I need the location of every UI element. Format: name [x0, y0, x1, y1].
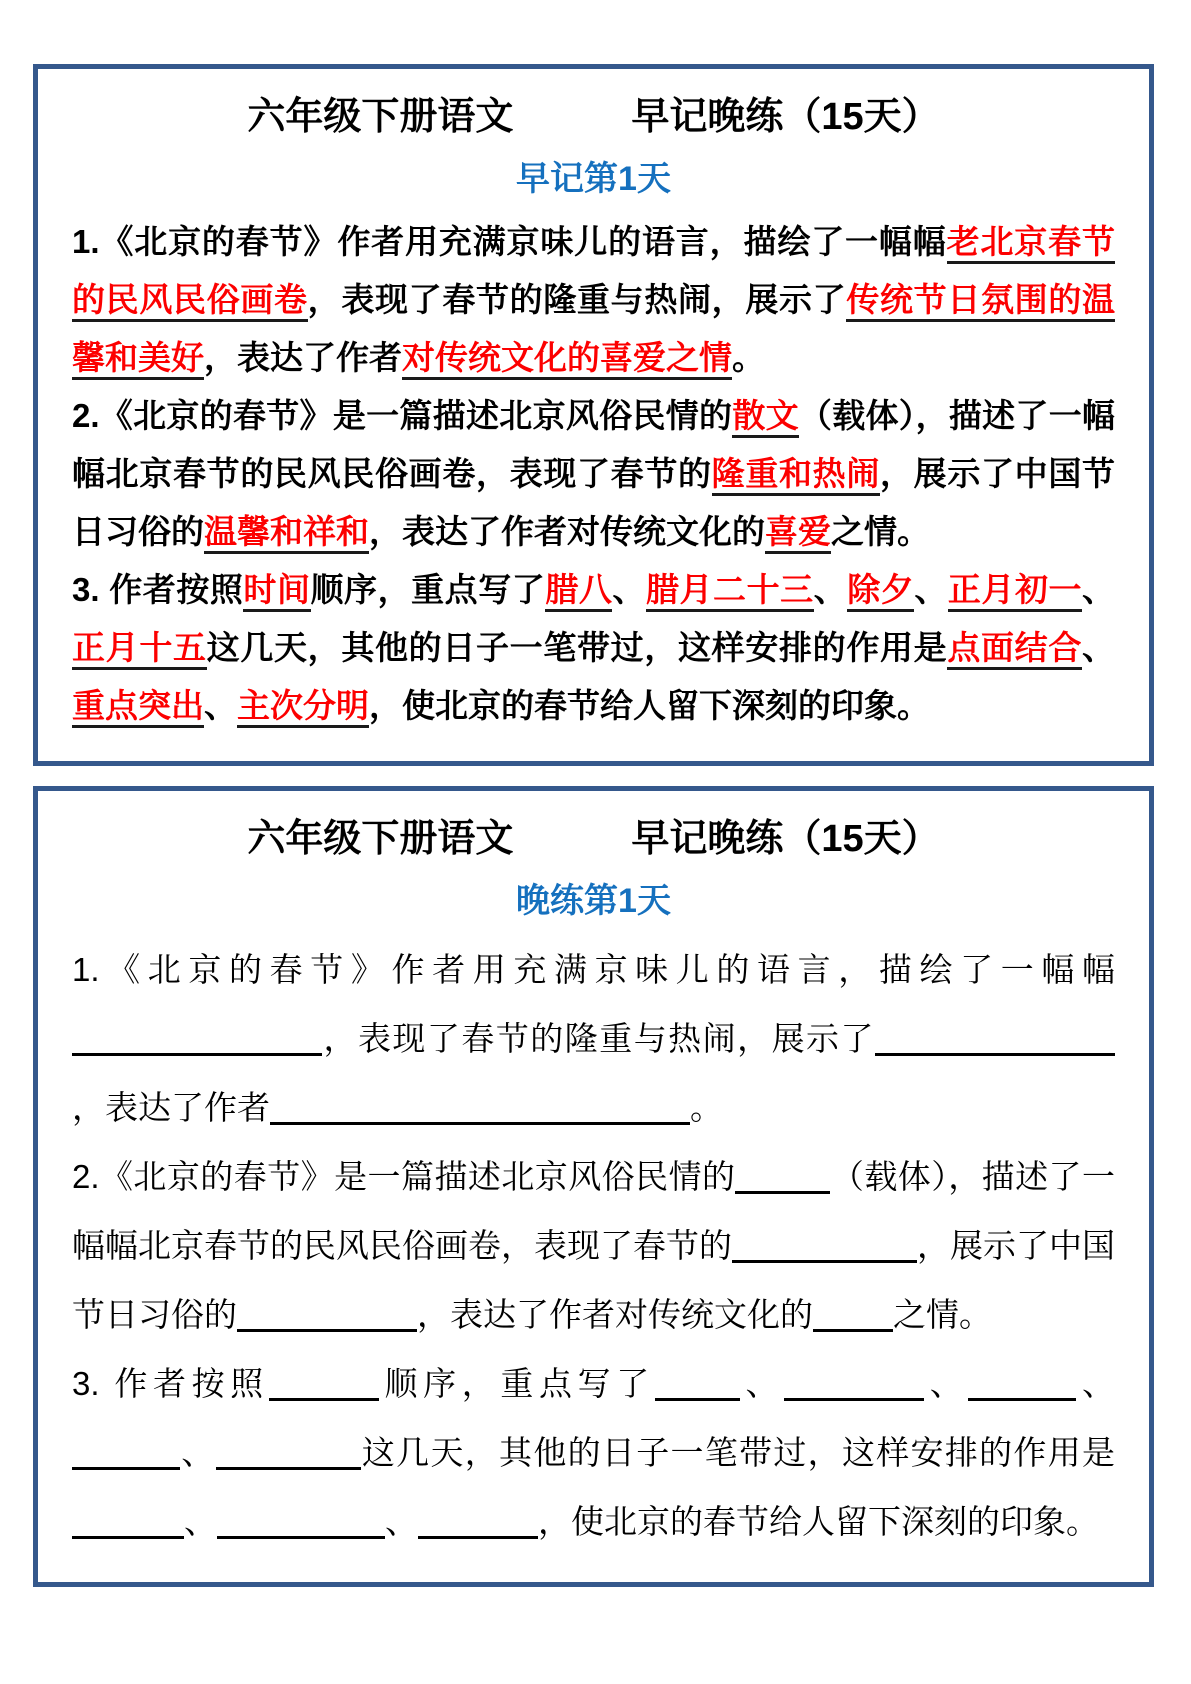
paragraph — [72, 1142, 1115, 1349]
body-text: 、 — [204, 687, 237, 724]
blank-line — [655, 1380, 740, 1401]
blank-line — [72, 1449, 180, 1470]
body-text: 1.《北京的春节》作者用充满京味儿的语言，描绘了一幅幅 — [72, 223, 947, 260]
body-text: 2.《北京的春节》是一篇描述北京风俗民情的 — [72, 1158, 736, 1195]
body-text: 、 — [1076, 1365, 1116, 1402]
body-text: 1.《北京的春节》作者用充满京味儿的语言，描绘了一幅幅 — [72, 951, 1115, 988]
body-text: 、 — [813, 571, 848, 608]
paragraph-list-morning — [72, 213, 1115, 735]
answer-text: 老北京春节的民风民俗画卷 — [72, 223, 1115, 322]
answer-text: 传统节日氛围的温馨和美好 — [72, 281, 1115, 380]
answer-text: 对传统文化的喜爱之情 — [402, 339, 732, 380]
answer-text: 正月初一 — [948, 571, 1082, 612]
blank-line — [875, 1035, 1115, 1056]
body-text: 、 — [612, 571, 646, 608]
body-text: 。 — [732, 339, 765, 376]
blank-line — [270, 1104, 690, 1125]
body-text: 、 — [924, 1365, 969, 1402]
body-text: 、 — [914, 571, 948, 608]
body-text: ，表达了作者 — [204, 339, 402, 376]
body-text: 这几天，其他的日子一笔带过，这样安排的作用是 — [360, 1434, 1116, 1471]
blank-line — [968, 1380, 1076, 1401]
workbook-title: 早记晚练（15天） — [631, 96, 940, 138]
body-text: ，使北京的春节给人留下深刻的印象。 — [538, 1503, 1099, 1540]
body-text: 顺序，重点写了 — [378, 1365, 655, 1402]
body-text: ，表现了春节的隆重与热闹，展示了 — [322, 1020, 875, 1057]
body-text: 、 — [385, 1503, 418, 1540]
body-text: 。 — [690, 1089, 723, 1126]
paragraph — [72, 561, 1115, 735]
answer-text: 除夕 — [847, 571, 914, 612]
body-text: ，展示了中国节日习俗的 — [72, 455, 1116, 550]
blank-line — [813, 1311, 893, 1332]
day-subtitle-morning: 早记第1天 — [516, 160, 671, 198]
answer-text: 隆重和热闹 — [712, 455, 880, 496]
answer-text: 点面结合 — [947, 629, 1082, 670]
course-title: 六年级下册语文 — [247, 96, 514, 138]
body-text: ，表达了作者对传统文化的 — [369, 513, 765, 550]
answer-text: 重点突出 — [72, 687, 204, 728]
body-text: ，展示了中国节日习俗的 — [72, 1227, 1115, 1333]
blank-line — [72, 1035, 322, 1056]
body-text: 、 — [1082, 571, 1116, 608]
body-text: （载体），描述了一幅幅北京春节的民风民俗画卷，表现了春节的 — [72, 1158, 1115, 1264]
blank-line — [217, 1518, 385, 1539]
body-text: 、 — [184, 1503, 217, 1540]
answer-text: 时间 — [243, 571, 310, 612]
paragraph — [72, 213, 1115, 387]
blank-line — [732, 1242, 917, 1263]
morning-review-panel — [33, 64, 1154, 766]
paragraph — [72, 1349, 1115, 1556]
body-text: 之情。 — [831, 513, 930, 550]
blank-line — [735, 1173, 830, 1194]
answer-text: 温馨和祥和 — [204, 513, 369, 554]
body-text: ，表达了作者 — [72, 1089, 270, 1126]
body-text: 、 — [739, 1365, 785, 1402]
answer-text: 喜爱 — [765, 513, 831, 554]
blank-line — [418, 1518, 538, 1539]
evening-practice-panel — [33, 786, 1154, 1587]
paragraph — [72, 935, 1115, 1142]
blank-line — [269, 1380, 379, 1401]
answer-text: 腊月二十三 — [646, 571, 814, 612]
body-text: ，表现了春节的隆重与热闹，展示了 — [307, 281, 847, 318]
body-text: 这几天，其他的日子一笔带过，这样安排的作用是 — [206, 629, 948, 666]
body-text: 2.《北京的春节》是一篇描述北京风俗民情的 — [72, 397, 733, 434]
body-text: 3. 作者按照 — [72, 1365, 269, 1402]
body-text: ，使北京的春节给人留下深刻的印象。 — [369, 687, 930, 724]
paragraph — [72, 387, 1115, 561]
day-subtitle-evening: 晚练第1天 — [516, 882, 671, 920]
body-text: （载体），描述了一幅幅北京春节的民风民俗画卷，表现了春节的 — [72, 397, 1116, 492]
blank-line — [784, 1380, 924, 1401]
body-text: 3. 作者按照 — [72, 571, 244, 608]
answer-text: 腊八 — [545, 571, 612, 612]
workbook-title: 早记晚练（15天） — [631, 818, 940, 860]
body-text: 之情。 — [893, 1296, 992, 1333]
blank-line — [216, 1449, 361, 1470]
course-title: 六年级下册语文 — [247, 818, 514, 860]
panel-header — [72, 93, 1115, 141]
body-text: 、 — [1082, 629, 1116, 666]
body-text: 顺序，重点写了 — [310, 571, 546, 608]
body-text: ，表达了作者对传统文化的 — [417, 1296, 813, 1333]
body-text: 、 — [180, 1434, 216, 1471]
paragraph-list-evening — [72, 935, 1115, 1556]
answer-text: 正月十五 — [72, 629, 207, 670]
blank-line — [72, 1518, 184, 1539]
blank-line — [237, 1311, 417, 1332]
panel-header — [72, 815, 1115, 863]
answer-text: 散文 — [732, 397, 799, 438]
answer-text: 主次分明 — [237, 687, 369, 728]
